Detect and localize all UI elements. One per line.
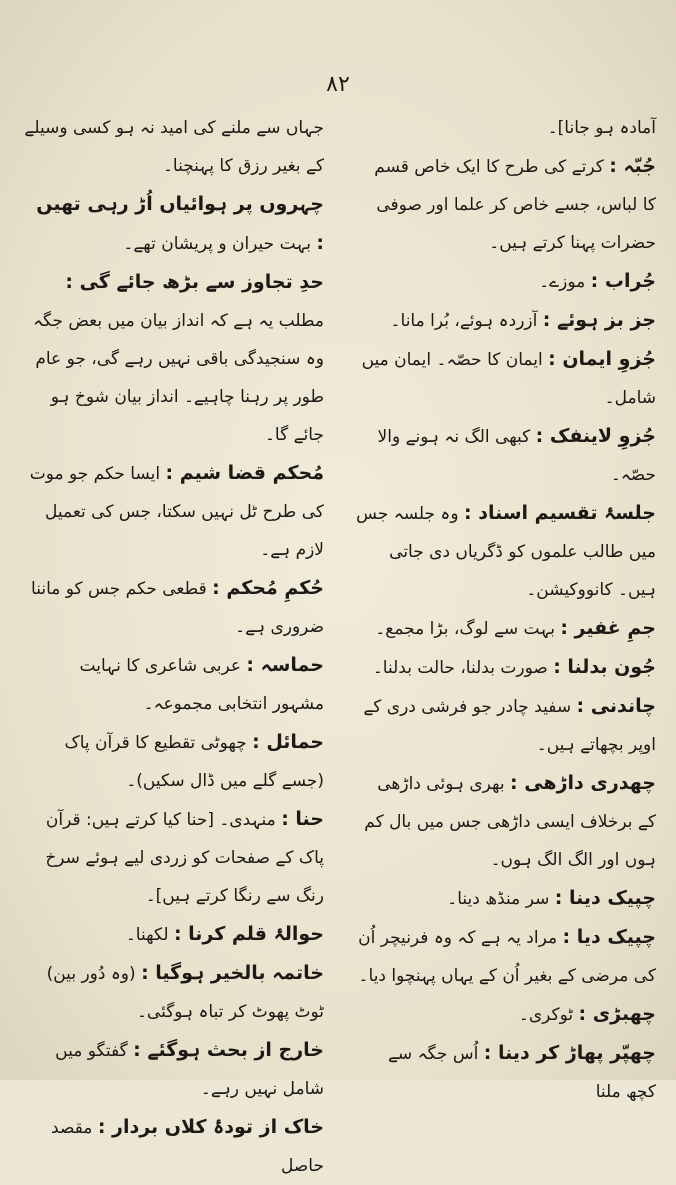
entry-definition: مراد یہ ہے کہ وہ فرنیچر اُن کی مرضی کے بغیر اُن کے یہاں پہنچوا دیا۔ [358,928,656,986]
entry-headword: چپیک دیا : [562,926,656,948]
entry-headword: چہروں پر ہوائیاں اُڑ رہی تھیں : [36,193,324,254]
glossary-entry [356,262,656,301]
entry-headword: حوالۂ قلم کرنا : [173,923,324,945]
glossary-entry [356,1034,656,1111]
entry-headword: جُون بدلنا : [553,656,656,678]
entry-definition: مطلب یہ ہے کہ انداز بیان میں بعض جگہ وہ سنجیدگی باقی نہیں رہے گی، جو عام طور پر رہنا چاہیے۔ انداز بیان شوخ ہو جائے گا۔ [33,311,324,445]
entry-headword: حمائل : [252,731,324,753]
glossary-entry [356,340,656,417]
glossary-entry [24,723,324,800]
entry-definition: آمادہ ہو جانا]۔ [547,118,656,138]
glossary-entry [356,995,656,1034]
glossary-entry [24,646,324,723]
entry-definition: چھوٹی تقطیع کا قرآن پاک (جسے گلے میں ڈال سکیں)۔ [64,733,324,791]
glossary-entry [24,454,324,569]
glossary-entry [356,147,656,262]
glossary-entry [356,417,656,494]
entry-definition: گفتگو میں شامل نہیں رہے۔ [55,1041,324,1099]
glossary-entry [356,764,656,879]
entry-headword: جُراب : [590,270,656,292]
entry-definition: جہاں سے ملنے کی امید نہ ہو کسی وسیلے کے بغیر رزق کا پہنچنا۔ [24,118,324,176]
glossary-entry [24,185,324,263]
glossary-entry [356,609,656,648]
glossary-entry [356,301,656,340]
glossary-entry [356,494,656,609]
entry-headword: حدِ تجاوز سے بڑھ جائے گی : [65,271,324,293]
entry-headword: خاک از تودۂ کلاں بردار : [97,1116,324,1138]
glossary-entry [356,648,656,687]
entry-headword: جُزوِ ایمان : [548,348,656,370]
left-column [24,108,324,1185]
entry-definition: ایمان کا حصّہ۔ ایمان میں شامل۔ [361,350,656,408]
entry-headword: چھدری داڑھی : [510,772,656,794]
glossary-entry [24,108,324,185]
glossary-entry [356,108,656,147]
page-number: ۸۲ [326,72,350,97]
glossary-entry [24,954,324,1031]
entry-headword: مُحکم قضا شیم : [165,462,324,484]
entry-definition: موزے۔ [539,272,586,292]
entry-definition: اُس جگہ سے کچھ ملنا [387,1044,656,1102]
right-column [356,108,656,1111]
entry-definition: آزردہ ہوئے، بُرا مانا۔ [390,311,538,331]
entry-headword: چھپّر پھاڑ کر دینا : [483,1042,656,1064]
glossary-entry [24,1031,324,1108]
entry-definition: کرتے کی طرح کا ایک خاص قسم کا لباس، جسے خاص کر علما اور صوفی حضرات پہنا کرتے ہیں۔ [374,157,656,253]
entry-definition: عربی شاعری کا نہایت مشہور انتخابی مجموعہ۔ [79,656,324,714]
entry-headword: خاتمہ بالخیر ہوگیا : [141,962,324,984]
entry-definition: منہدی۔ [حنا کیا کرتے ہیں: قرآن پاک کے صفحات کو زردی لیے ہوئے سرخ رنگ سے رنگا کرتے ہیں]۔ [45,810,324,906]
entry-definition: بہت سے لوگ، بڑا مجمع۔ [375,619,555,639]
entry-headword: چھبڑی : [578,1003,656,1025]
entry-definition: سفید چادر جو فرشی دری کے اوپر بچھاتے ہیں۔ [363,697,656,755]
glossary-entry [356,687,656,764]
entry-headword: چاندنی : [576,695,656,717]
entry-headword: حنا : [281,808,324,830]
entry-definition: ٹوکری۔ [518,1005,574,1025]
entry-headword: چپیک دینا : [554,887,656,909]
entry-definition: سر منڈھ دینا۔ [447,889,550,909]
entry-headword: جُزوِ لاینفک : [535,425,656,447]
entry-definition: مقصد حاصل [51,1118,324,1176]
entry-definition: صورت بدلنا، حالت بدلنا۔ [372,658,548,678]
entry-headword: جز بز ہوئے : [542,309,656,331]
glossary-entry [24,915,324,954]
entry-headword: حُکمِ مُحکم : [212,577,324,599]
glossary-entry [356,879,656,918]
entry-headword: جلسۂ تقسیم اسناد : [464,502,656,524]
glossary-entry [24,1108,324,1185]
entry-definition: لکھنا۔ [125,925,169,945]
entry-headword: حماسہ : [246,654,324,676]
glossary-entry [24,263,324,454]
entry-headword: جمِ غفیر : [560,617,656,639]
entry-definition: وہ جلسہ جس میں طالب علموں کو ڈگریاں دی جاتی ہیں۔ کانووکیشن۔ [356,504,656,600]
entry-definition: بہت حیران و پریشان تھے۔ [123,234,311,254]
entry-headword: جُبّہ : [609,155,656,177]
entry-definition: کبھی الگ نہ ہونے والا حصّہ۔ [377,427,656,485]
entry-definition: (وہ دُور بین) ٹوٹ پھوٹ کر تباہ ہوگئی۔ [46,964,324,1022]
entry-definition: قطعی حکم جس کو ماننا ضروری ہے۔ [31,579,324,637]
entry-definition: بھری ہوئی داڑھی کے برخلاف ایسی داڑھی جس میں بال کم ہوں اور الگ الگ ہوں۔ [364,774,656,870]
glossary-entry [24,800,324,915]
glossary-entry [356,918,656,995]
glossary-entry [24,569,324,646]
entry-headword: خارج از بحث ہوگئے : [133,1039,324,1061]
entry-definition: ایسا حکم جو موت کی طرح ٹل نہیں سکتا، جس کی تعمیل لازم ہے۔ [29,464,324,560]
